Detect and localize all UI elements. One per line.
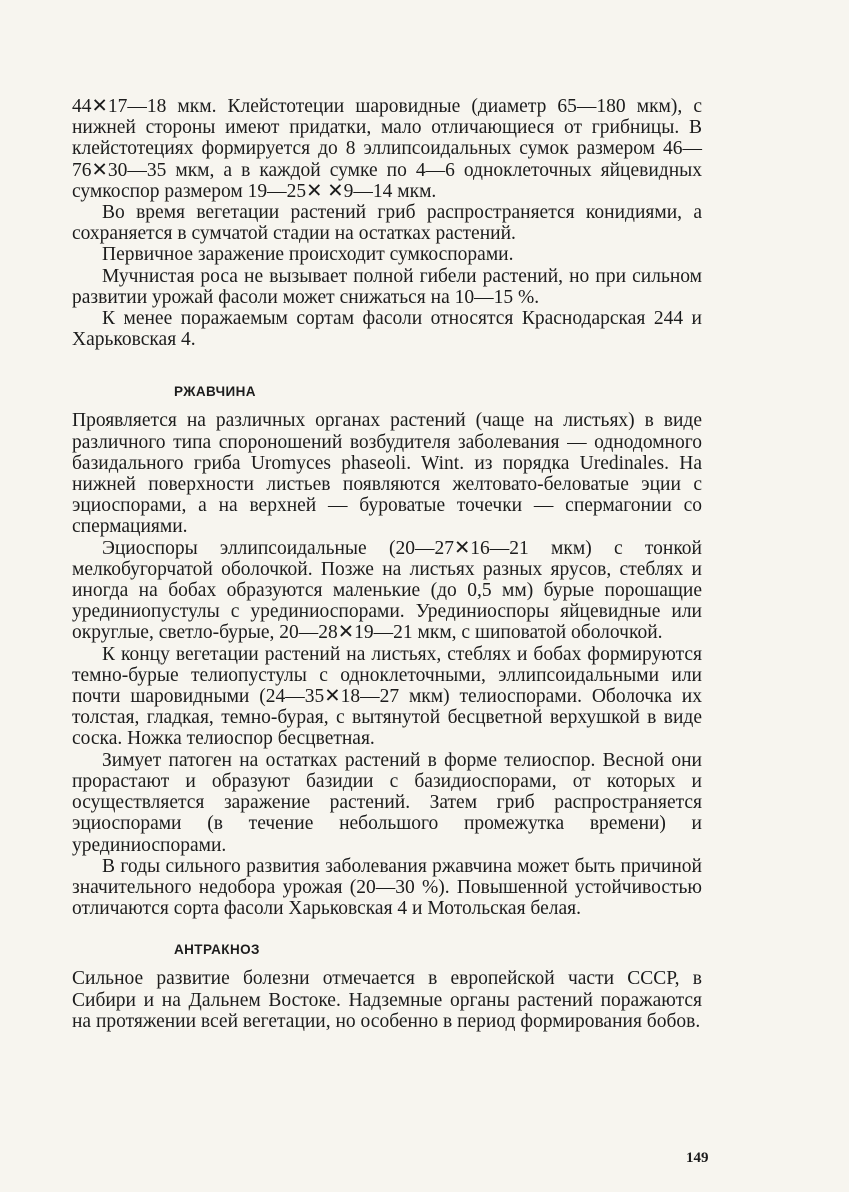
paragraph-conidia: Во время вегетации растений гриб распространяется конидиями, а сохраняется в сумчатой стадии на остатках растений.: [72, 202, 702, 245]
page-number: 149: [686, 1150, 709, 1166]
paragraph-rust-symptoms: Проявляется на различных органах растений (чаще на листьях) в виде различного типа спороношений возбудителя заболевания — однодомного базидального гриба Uromyces phaseoli. Wint. из порядка Uredinales. На нижней поверхности листьев появляются желтовато-беловатые эции с эциоспорами, а на верхней — буроватые точечки — спермагонии со спермациями.: [72, 410, 702, 538]
paragraph-anthracnose: Сильное развитие болезни отмечается в европейской части СССР, в Сибири и на Дальнем Востоке. Надземные органы растений поражаются на протяжении всей вегетации, но особенно в период формирования бобов.: [72, 968, 702, 1032]
paragraph-resistant-varieties: К менее поражаемым сортам фасоли относятся Краснодарская 244 и Харьковская 4.: [72, 308, 702, 351]
paragraph-rust-yield-loss: В годы сильного развития заболевания ржавчина может быть причиной значительного недобора урожая (20—30 %). Повышенной устойчивостью отличаются сорта фасоли Харьковская 4 и Мотольская белая.: [72, 855, 702, 920]
paragraph-aeciospores: Эциоспоры эллипсоидальные (20—27✕16—21 мкм) с тонкой мелкобугорчатой оболочкой. Позже на листьях разных ярусов, стеблях и иногда на бобах образуются маленькие (до 0,5 мм) бурые порошащие урединиопустулы с урединиоспорами. Урединиоспоры яйцевидные или округлые, светло-бурые, 20—28✕19—21 мкм, с шиповатой оболочкой.: [72, 537, 702, 644]
section-heading-anthracnose: АНТРАКНОЗ: [174, 942, 260, 958]
paragraph-primary-infection: Первичное заражение происходит сумкоспорами.: [102, 244, 514, 266]
paragraph-cleistothecia: 44✕17—18 мкм. Клейстотеции шаровидные (диаметр 65—180 мкм), с нижней стороны имеют придатки, мало отличающиеся от грибницы. В клейстотециях формируется до 8 эллипсоидальных сумок размером 46—76✕30—35 мкм, а в каждой сумке по 4—6 одноклеточных яйцевидных сумкоспор размером 19—25✕ ✕9—14 мкм.: [72, 96, 702, 202]
paragraph-teliopustules: К концу вегетации растений на листьях, стеблях и бобах формируются темно-бурые телиопустулы с одноклеточными, эллипсоидальными или почти шаровидными (24—35✕18—27 мкм) телиоспорами. Оболочка их толстая, гладкая, темно-бурая, с вытянутой бесцветной верхушкой в виде соска. Ножка телиоспор бесцветная.: [72, 643, 702, 750]
section-heading-rust: РЖАВЧИНА: [174, 384, 256, 400]
page-body: [72, 96, 702, 1032]
paragraph-overwintering: Зимует патоген на остатках растений в форме телиоспор. Весной они прорастают и образуют базидии с базидиоспорами, от которых и осуществляется заражение растений. Затем гриб распространяется эциоспорами (в течение небольшого промежутка времени) и урединиоспорами.: [72, 749, 702, 856]
paragraph-yield-loss: Мучнистая роса не вызывает полной гибели растений, но при сильном развитии урожай фасоли может снижаться на 10—15 %.: [72, 265, 702, 308]
